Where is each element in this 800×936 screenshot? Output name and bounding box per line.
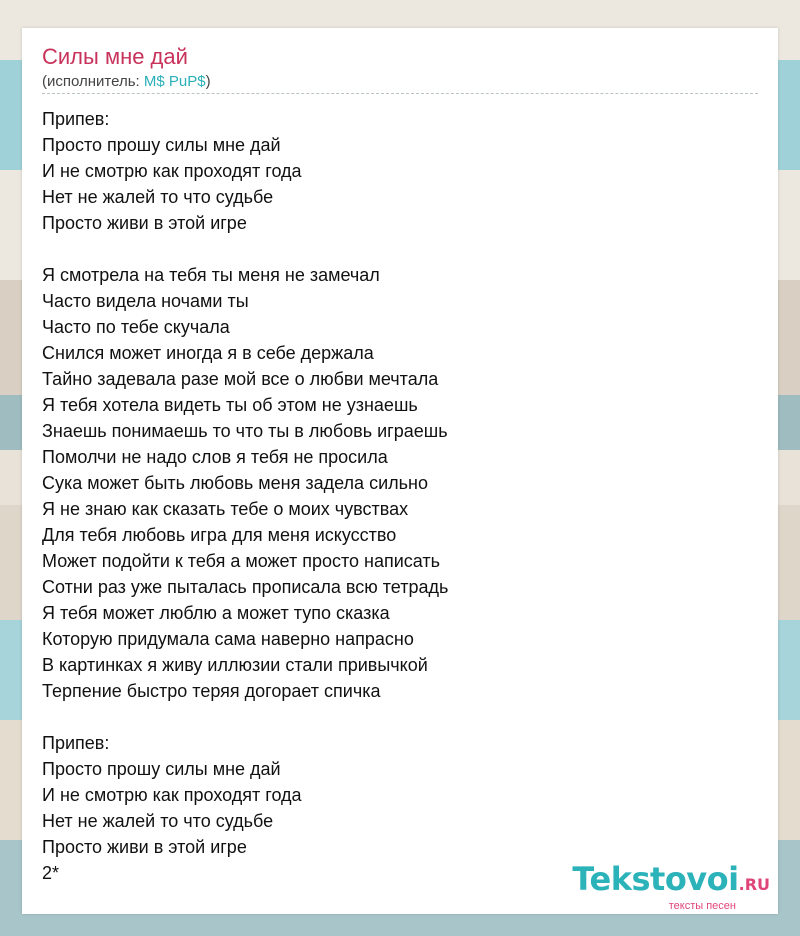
lyrics-card <box>22 28 778 914</box>
lyric-line: Просто живи в этой игре <box>42 213 247 233</box>
title-divider <box>42 93 758 94</box>
lyric-line: Я тебя хотела видеть ты об этом не узнаешь <box>42 395 418 415</box>
artist-line <box>42 73 211 91</box>
lyric-line: Может подойти к тебя а может просто написать <box>42 551 441 571</box>
lyric-line: Припев: <box>42 109 110 129</box>
lyric-line: Часто по тебе скучала <box>42 317 230 337</box>
lyric-line: Просто прошу силы мне дай <box>42 135 281 155</box>
lyric-line: Просто живи в этой игре <box>42 837 247 857</box>
song-title: Силы мне дай <box>42 44 188 69</box>
lyric-line: И не смотрю как проходят года <box>42 161 302 181</box>
lyric-blank-line <box>42 704 758 730</box>
lyrics-text <box>42 106 758 886</box>
lyric-line: Часто видела ночами ты <box>42 291 249 311</box>
lyric-line: Снился может иногда я в себе держала <box>42 343 374 363</box>
lyric-line: Терпение быстро теряя догорает спичка <box>42 681 381 701</box>
lyric-line: Тайно задевала разе мой все о любви мечтала <box>42 369 439 389</box>
artist-link[interactable]: M$ PuP$ <box>143 73 206 90</box>
lyric-line: И не смотрю как проходят года <box>42 785 302 805</box>
lyric-line: Нет не жалей то что судьбе <box>42 811 274 831</box>
site-logo[interactable] <box>572 862 770 912</box>
lyric-line: Я смотрела на тебя ты меня не замечал <box>42 265 380 285</box>
lyric-line: Сука может быть любовь меня задела сильно <box>42 473 428 493</box>
lyric-line: Нет не жалей то что судьбе <box>42 187 274 207</box>
logo-tld: .RU <box>738 875 770 894</box>
lyric-line: В картинках я живу иллюзии стали привычкой <box>42 655 428 675</box>
lyric-line: 2* <box>42 863 60 883</box>
lyric-blank-line <box>42 236 758 262</box>
lyric-line: Знаешь понимаешь то что ты в любовь играешь <box>42 421 448 441</box>
lyric-line: Которую придумала сама наверно напрасно <box>42 629 414 649</box>
lyric-line: Я не знаю как сказать тебе о моих чувствах <box>42 499 409 519</box>
lyric-line: Для тебя любовь игра для меня искусство <box>42 525 397 545</box>
logo-wordmark <box>572 862 770 902</box>
lyric-line: Припев: <box>42 733 110 753</box>
artist-suffix: ) <box>205 73 211 90</box>
artist-prefix: (исполнитель: <box>42 73 144 90</box>
logo-tagline: тексты песен <box>668 900 736 912</box>
lyric-line: Сотни раз уже пыталась прописала всю тетрадь <box>42 577 449 597</box>
lyric-line: Помолчи не надо слов я тебя не просила <box>42 447 388 467</box>
logo-name: Tekstovoi <box>572 860 739 898</box>
lyric-line: Я тебя может люблю а может тупо сказка <box>42 603 390 623</box>
lyric-line: Просто прошу силы мне дай <box>42 759 281 779</box>
